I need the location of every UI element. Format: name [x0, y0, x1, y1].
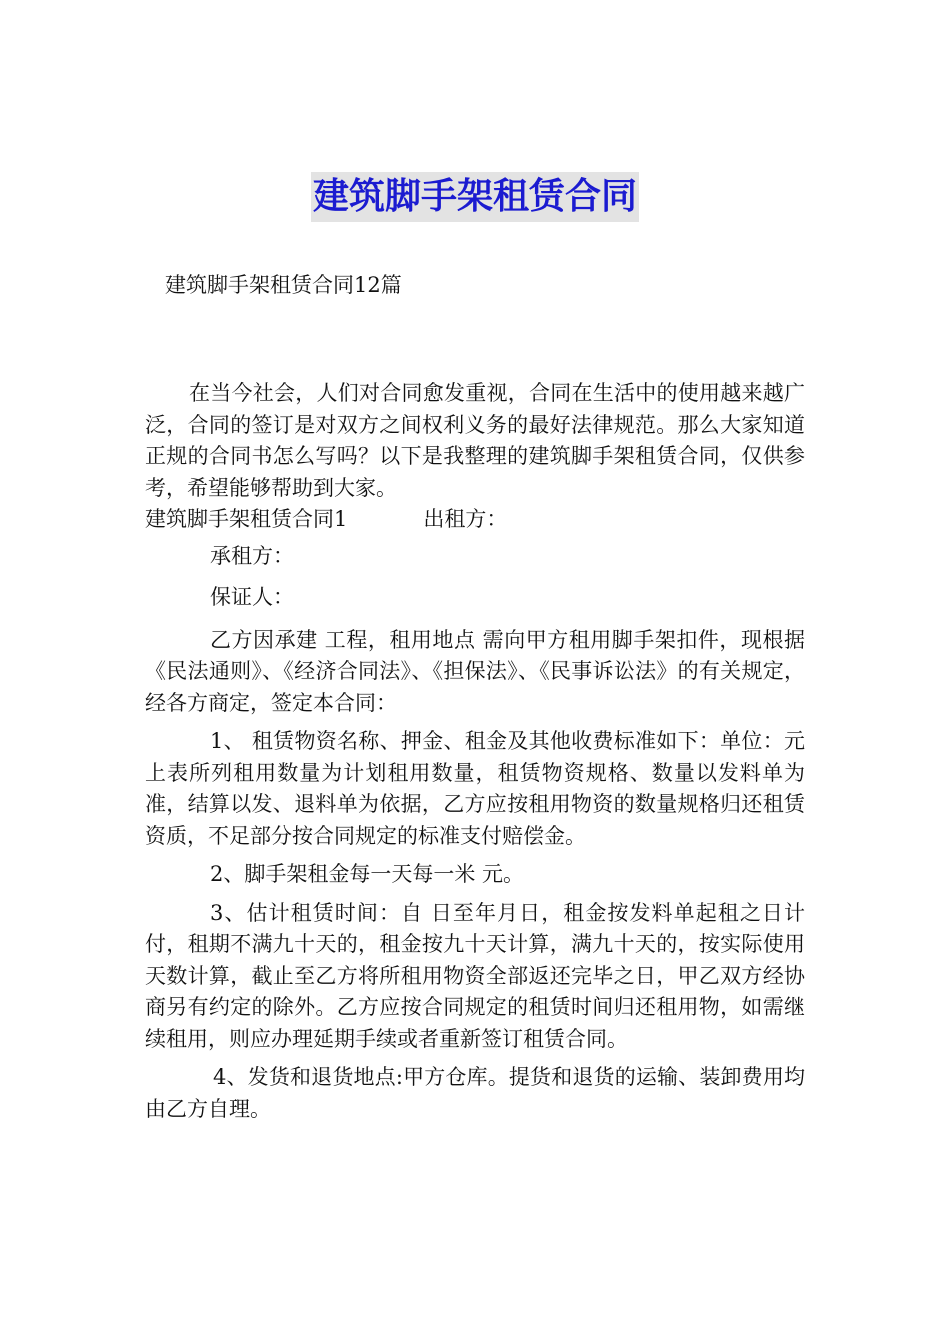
contract-heading: 建筑脚手架租赁合同1	[145, 507, 348, 531]
document-title: 建筑脚手架租赁合同	[311, 172, 639, 222]
intro-paragraph: 在当今社会，人们对合同愈发重视，合同在生活中的使用越来越广泛，合同的签订是对双方之间权利义务的最好法律规范。那么大家知道正规的合同书怎么写吗？以下是我整理的建筑脚手架租赁合同，仅供参考，希望能够帮助到大家。	[145, 381, 805, 500]
clause-2: 2、脚手架租金每一天每一米 元。	[210, 862, 525, 886]
contract-heading-line	[145, 504, 805, 536]
clause-4: 4、发货和退货地点:甲方仓库。提货和退货的运输、装卸费用均由乙方自理。	[145, 1065, 805, 1121]
clause-1: 1、 租赁物资名称、押金、租金及其他收费标准如下：单位：元上表所列租用数量为计划租用数量，租赁物资规格、数量以发料单为准，结算以发、退料单为依据，乙方应按租用物资的数量规格归还租赁资质，不足部分按合同规定的标准支付赔偿金。	[145, 729, 805, 848]
guarantor-label: 保证人：	[210, 584, 294, 609]
document-body	[145, 378, 805, 1125]
lessee-label: 承租方：	[210, 543, 294, 568]
lessor-label: 出租方：	[423, 507, 508, 531]
title-container	[0, 172, 950, 222]
preamble-paragraph: 乙方因承建 工程，租用地点 需向甲方租用脚手架扣件，现根据《民法通则》、《经济合同法》、《担保法》、《民事诉讼法》的有关规定，经各方商定，签定本合同：	[145, 627, 805, 715]
document-subtitle: 建筑脚手架租赁合同12篇	[165, 273, 402, 297]
clause-3: 3、估计租赁时间：自 日至年月日，租金按发料单起租之日计付，租期不满九十天的，租金按九十天计算，满九十天的，按实际使用天数计算，截止至乙方将所租用物资全部返还完毕之日，甲乙双方经协商另有约定的除外。乙方应按合同规定的租赁时间归还租用物，如需继续租用，则应办理延期手续或者重新签订租赁合同。	[145, 900, 805, 1051]
